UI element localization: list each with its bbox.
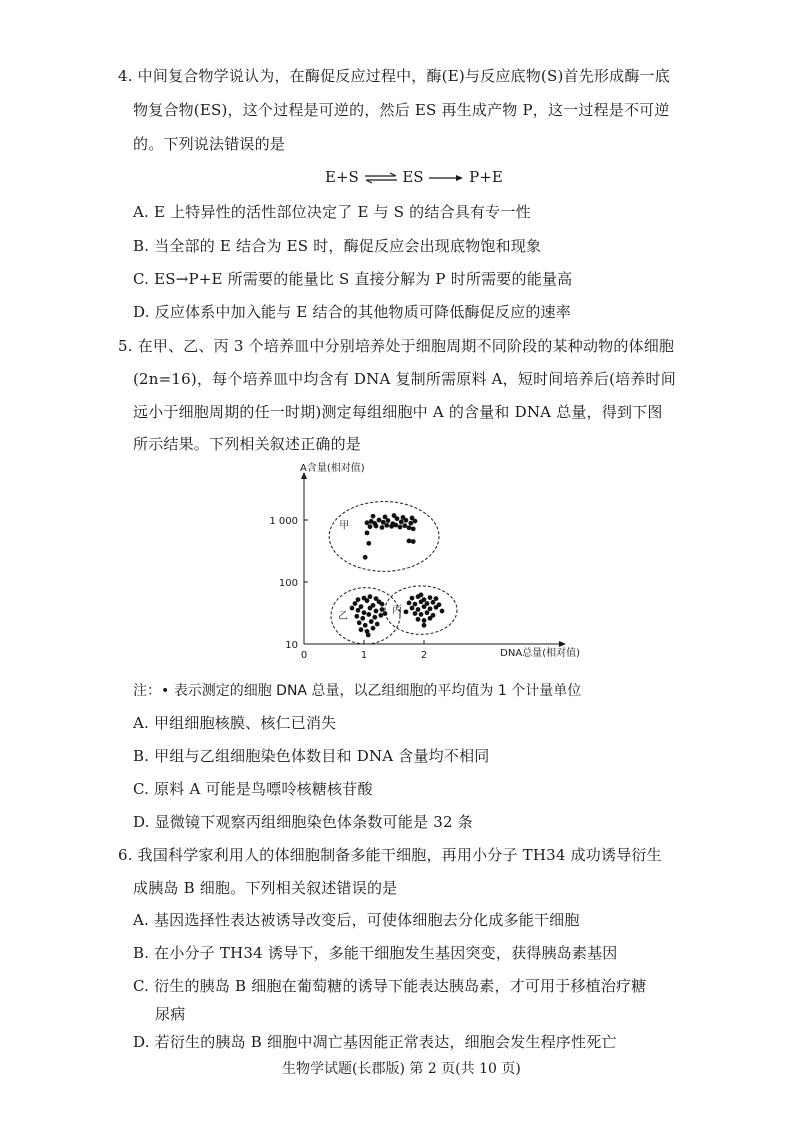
data-point: [368, 594, 373, 599]
data-point: [422, 618, 427, 623]
q5-option-a: A. 甲组细胞核膜、核仁已消失: [133, 714, 337, 732]
data-point: [356, 608, 361, 613]
q6-option-c-cont: 尿病: [155, 1005, 186, 1023]
q5-option-b: B. 甲组与乙组细胞染色体数目和 DNA 含量均不相同: [133, 747, 490, 765]
data-point: [356, 597, 361, 602]
data-point: [413, 611, 418, 616]
data-point: [389, 524, 394, 529]
data-point: [369, 619, 374, 624]
data-point: [362, 596, 367, 601]
data-point: [359, 627, 364, 632]
data-point: [398, 525, 403, 530]
data-point: [350, 606, 355, 611]
data-point: [374, 524, 379, 529]
q6-stem-line-1: 6. 我国科学家利用人的体细胞制备多能干细胞，再用小分子 TH34 成功诱导衍生: [118, 846, 662, 864]
chart-note: 注：• 表示测定的细胞 DNA 总量，以乙组细胞的平均值为 1 个计量单位: [133, 683, 582, 699]
data-point: [360, 616, 365, 621]
q4-option-b: B. 当全部的 E 结合为 ES 时，酶促反应会出现底物饱和现象: [133, 237, 542, 255]
data-point: [410, 606, 415, 611]
data-point: [383, 611, 388, 616]
data-point: [411, 526, 416, 531]
q6-option-a: A. 基因选择性表达被诱导改变后，可使体细胞去分化成多能干细胞: [133, 911, 580, 929]
data-point: [402, 523, 407, 528]
q5-option-c: C. 原料 A 可能是鸟嘌呤核糖核苷酸: [133, 780, 373, 798]
q5-stem-line-2: (2n=16)，每个培养皿中均含有 DNA 复制所需原料 A，短时间培养后(培养时间: [133, 370, 676, 388]
formula-reactants: E+S: [325, 168, 359, 186]
data-point: [371, 514, 376, 519]
q4-stem-line-2: 物复合物(ES)，这个过程是可逆的，然后 ES 再生成产物 P，这一过程是不可逆: [133, 101, 670, 119]
data-point: [362, 610, 367, 615]
data-point: [380, 525, 385, 530]
data-point: [419, 612, 424, 617]
data-point: [384, 523, 389, 528]
data-point: [392, 513, 397, 518]
q5-stem-line-4: 所示结果。下列相关叙述正确的是: [133, 435, 362, 453]
x-tick-label: 0: [300, 650, 308, 661]
data-point: [434, 605, 439, 610]
data-point: [416, 617, 421, 622]
y-tick-label: 10: [285, 640, 298, 651]
q4-option-d: D. 反应体系中加入能与 E 结合的其他物质可降低酶促反应的速率: [133, 303, 571, 321]
data-point: [413, 602, 418, 607]
page-footer: 生物学试题(长郡版) 第 2 页(共 10 页): [282, 1061, 521, 1077]
data-point: [375, 622, 380, 627]
data-point: [410, 596, 415, 601]
data-point: [419, 599, 424, 604]
q6-stem-line-2: 成胰岛 B 细胞。下列相关叙述错误的是: [133, 879, 398, 897]
y-tick-label: 1 000: [269, 516, 298, 527]
data-point: [422, 623, 427, 628]
formula-products: P+E: [469, 168, 503, 186]
group-label: 甲: [339, 520, 350, 532]
data-point: [428, 616, 433, 621]
data-point: [372, 615, 377, 620]
data-point: [374, 596, 379, 601]
reversible-arrow-icon: [364, 172, 398, 184]
data-point: [422, 604, 427, 609]
data-point: [378, 613, 383, 618]
data-point: [407, 539, 412, 544]
x-tick-label: 1: [360, 650, 368, 661]
x-axis-label: DNA总量(相对值): [500, 648, 580, 659]
group-label: 丙: [392, 605, 402, 617]
data-point: [428, 595, 433, 600]
q4-stem-line-1: 4. 中间复合物学说认为，在酶促反应过程中，酶(E)与反应底物(S)首先形成酶一底: [118, 67, 670, 85]
q4-stem-line-3: 的。下列说法错误的是: [133, 135, 286, 153]
data-point: [411, 539, 416, 544]
group-ellipse-1: [329, 502, 439, 572]
q6-option-b: B. 在小分子 TH34 诱导下，多能干细胞发生基因突变，获得胰岛素基因: [133, 944, 618, 962]
data-point: [365, 520, 370, 525]
data-point: [407, 525, 412, 530]
y-axis-label: A含量(相对值): [300, 463, 365, 474]
data-point: [419, 592, 424, 597]
data-point: [371, 626, 376, 631]
dna-scatter-chart: [262, 462, 582, 667]
data-point: [416, 607, 421, 612]
data-point: [353, 601, 358, 606]
data-point: [393, 523, 398, 528]
data-point: [408, 521, 413, 526]
q5-option-d: D. 显微镜下观察丙组细胞染色体条数可能是 32 条: [133, 813, 473, 831]
q4-option-a: A. E 上特异性的活性部位决定了 E 与 S 的结合具有专一性: [133, 203, 531, 221]
data-point: [383, 515, 388, 520]
right-arrow-icon: [428, 172, 464, 184]
data-point: [374, 609, 379, 614]
data-point: [363, 555, 368, 560]
data-point: [380, 607, 385, 612]
data-point: [354, 614, 359, 619]
formula-complex: ES: [402, 168, 424, 186]
y-tick-label: 100: [278, 578, 298, 589]
data-point: [431, 600, 436, 605]
data-point: [366, 633, 371, 638]
chart-points: [350, 513, 445, 637]
data-point: [434, 596, 439, 601]
data-point: [365, 530, 370, 535]
chart-labels: [269, 462, 580, 661]
q5-stem-line-1: 5. 在甲、乙、丙 3 个培养皿中分别培养处于细胞周期不同阶段的某种动物的体细胞: [118, 337, 675, 355]
q5-stem-line-3: 远小于细胞周期的任一时期)测定每组细胞中 A 的含量和 DNA 总量，得到下图: [133, 403, 663, 421]
reaction-formula: [325, 168, 503, 186]
data-point: [377, 518, 382, 523]
data-point: [425, 610, 430, 615]
data-point: [366, 541, 371, 546]
data-point: [440, 609, 445, 614]
data-point: [399, 520, 404, 525]
data-point: [428, 606, 433, 611]
q6-option-d: D. 若衍生的胰岛 B 细胞中凋亡基因能正常表达，细胞会发生程序性死亡: [133, 1033, 617, 1051]
q4-option-c: C. ES→P+E 所需要的能量比 S 直接分解为 P 时所需要的能量高: [133, 270, 573, 288]
x-tick-label: 2: [420, 650, 428, 661]
data-point: [404, 609, 409, 614]
data-point: [380, 602, 385, 607]
data-point: [368, 606, 373, 611]
data-point: [368, 524, 373, 529]
data-point: [410, 516, 415, 521]
data-point: [401, 515, 406, 520]
x-axis-arrow: [559, 641, 566, 647]
group-label: 乙: [338, 610, 348, 622]
data-point: [357, 620, 362, 625]
q6-option-c: C. 衍生的胰岛 B 细胞在葡萄糖的诱导下能表达胰岛素，才可用于移植治疗糖: [133, 977, 647, 995]
data-point: [366, 612, 371, 617]
data-point: [363, 623, 368, 628]
data-point: [407, 601, 412, 606]
